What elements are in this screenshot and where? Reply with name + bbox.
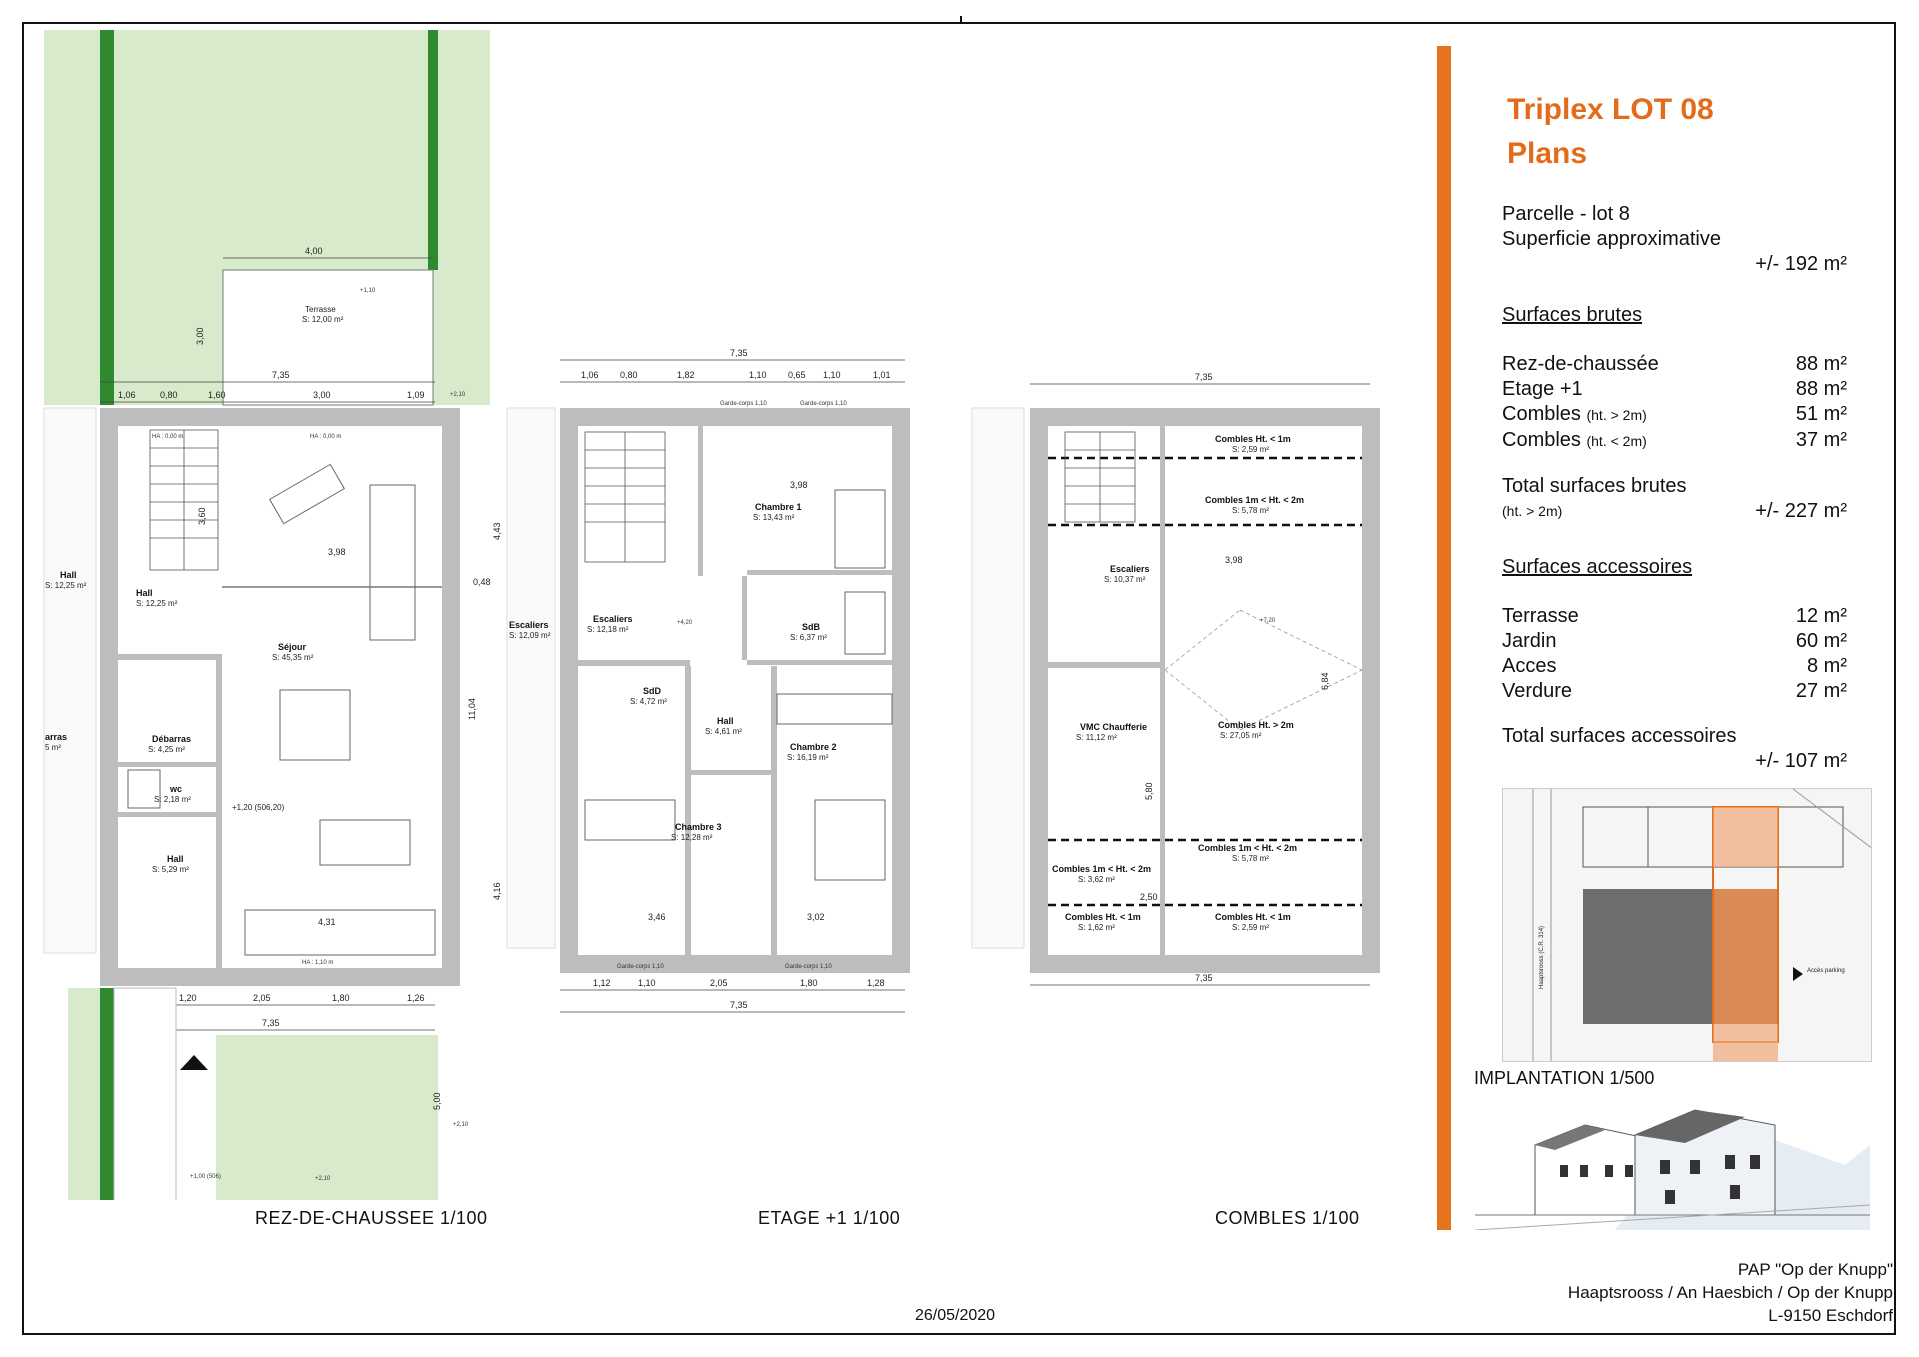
implantation-drawing <box>1503 789 1872 1062</box>
implant-neighbor-roof <box>1583 889 1713 1024</box>
etage-top-seg-7: 1,01 <box>873 370 891 380</box>
etage-ch2-dim: 3,02 <box>807 912 825 922</box>
combles-room-2: Combles 1m < Ht. < 2m <box>1205 495 1305 505</box>
parcel-line-2: Superficie approximative <box>1502 228 1721 250</box>
etage-bot-seg-2: 1,10 <box>638 978 656 988</box>
brutes-value: 88 m² <box>1795 353 1847 375</box>
combles-room-escaliers-area: S: 10,37 m² <box>1104 575 1146 584</box>
rdc-neighbor-hall-area: S: 12,25 m² <box>45 581 87 590</box>
combles-room-vmc: VMC Chaufferie <box>1080 722 1148 732</box>
etage-room-chambre1-area: S: 13,43 m² <box>753 513 795 522</box>
implant-parking-label: Accès parking <box>1807 968 1845 974</box>
etage-top-seg-1: 1,06 <box>581 370 599 380</box>
combles-room-1-area: S: 2,59 m² <box>1232 445 1269 454</box>
rdc-room-wc: wc <box>170 784 183 794</box>
etage-room-escaliers-area: S: 12,18 m² <box>587 625 629 634</box>
rdc-bot-seg-2: 1,20 <box>179 993 197 1003</box>
etage-room-hall-area: S: 4,61 m² <box>705 727 742 736</box>
etage-top-seg-5: 0,65 <box>788 370 806 380</box>
terrace-width: 4,00 <box>305 246 323 256</box>
parcel-value: +/- 192 m² <box>1755 253 1847 275</box>
combles-room-main: Combles Ht. > 2m <box>1218 720 1294 730</box>
brutes-total-row <box>1502 499 1847 524</box>
acc-value: 12 m² <box>1795 605 1847 627</box>
etage-bot-seg-3: 2,05 <box>710 978 728 988</box>
parcel-info <box>1502 202 1847 277</box>
etage-neighbor-escaliers-area: S: 12,09 m² <box>509 631 551 640</box>
etage-room-sdd: SdD <box>643 686 661 696</box>
acc-total-label: Total surfaces accessoires <box>1502 725 1737 747</box>
combles-room-6: Combles 1m < Ht. < 2m <box>1052 864 1152 874</box>
etage-bot-seg-5: 1,28 <box>867 978 885 988</box>
combles-room-9-area: S: 2,59 m² <box>1232 923 1269 932</box>
accent-bar <box>1437 46 1451 1230</box>
etage-bot-seg-4: 1,80 <box>800 978 818 988</box>
etage-ch3-dim: 3,46 <box>648 912 666 922</box>
brutes-label: Etage +1 <box>1502 378 1583 400</box>
combles-drawing <box>970 370 1390 995</box>
rdc-level-g2: +2,10 <box>453 1122 469 1128</box>
sheet-title <box>1507 88 1714 176</box>
rdc-drawing <box>40 30 510 1200</box>
rdc-neighbor-hall: Hall <box>60 570 77 580</box>
rdc-garden-depth: 5,00 <box>432 1092 442 1110</box>
acc-value: 60 m² <box>1795 630 1847 652</box>
combles-neighbor-ghost <box>972 408 1024 948</box>
etage-room-escaliers: Escaliers <box>593 614 633 624</box>
combles-room-6-area: S: 3,62 m² <box>1078 875 1115 884</box>
brutes-value: 88 m² <box>1795 378 1847 400</box>
plan-rez-de-chaussee <box>40 30 510 1200</box>
combles-inner-dim: 3,98 <box>1225 555 1243 565</box>
rdc-hedge-left-top <box>100 30 114 405</box>
implant-lot-roof <box>1713 889 1778 1024</box>
rdc-top-seg-2: 0,80 <box>160 390 178 400</box>
rdc-room-debarras: Débarras <box>152 734 192 744</box>
combles-d1: 5,80 <box>1144 782 1154 800</box>
building-render <box>1475 1105 1870 1230</box>
rdc-bot-seg-4: 1,80 <box>332 993 350 1003</box>
rdc-level-g1: +2,10 <box>450 392 466 398</box>
brutes-row <box>1502 352 1847 377</box>
combles-d2: 6,84 <box>1320 672 1330 690</box>
etage-room-chambre3-area: S: 12,28 m² <box>671 833 713 842</box>
combles-room-7: Combles 1m < Ht. < 2m <box>1198 843 1298 853</box>
title-line-2: Plans <box>1507 137 1588 170</box>
rdc-room-sejour: Séjour <box>278 642 307 652</box>
project-footer <box>1568 1258 1893 1327</box>
etage-inner-dim: 3,98 <box>790 480 808 490</box>
rdc-neighbor-ghost <box>44 408 96 953</box>
acc-row <box>1502 679 1847 704</box>
brutes-value: 51 m² <box>1795 403 1847 425</box>
etage-drawing <box>505 330 945 1030</box>
caption-rdc: REZ-DE-CHAUSSEE 1/100 <box>255 1208 488 1228</box>
footer-line-3: L-9150 Eschdorf <box>1768 1306 1893 1325</box>
combles-level: +7,20 <box>1260 618 1276 624</box>
etage-garde-corps-3: Garde-corps 1,10 <box>617 964 664 970</box>
etage-neighbor-escaliers: Escaliers <box>509 620 549 630</box>
rdc-room-hall: Hall <box>136 588 153 598</box>
acc-row <box>1502 604 1847 629</box>
rdc-room-debarras-area: S: 4,25 m² <box>148 745 185 754</box>
combles-room-vmc-area: S: 11,12 m² <box>1076 733 1117 742</box>
brutes-value: 37 m² <box>1795 429 1847 451</box>
brutes-note: (ht. > 2m) <box>1586 407 1647 423</box>
footer-line-1: PAP "Op der Knupp" <box>1737 1260 1893 1279</box>
entrance-arrow-icon <box>180 1055 208 1070</box>
etage-garde-corps-4: Garde-corps 1,10 <box>785 964 832 970</box>
combles-room-7-area: S: 5,78 m² <box>1232 854 1269 863</box>
combles-room-9: Combles Ht. < 1m <box>1215 912 1291 922</box>
rdc-inner-dim: 3,98 <box>328 547 346 557</box>
rdc-bot-seg-3: 2,05 <box>253 993 271 1003</box>
acc-row <box>1502 629 1847 654</box>
rdc-top-seg-5: 1,09 <box>407 390 425 400</box>
etage-width-bottom: 7,35 <box>730 1000 748 1010</box>
etage-room-sdd-area: S: 4,72 m² <box>630 697 667 706</box>
rdc-hedge-front <box>100 988 114 1200</box>
brutes-label: Combles <box>1502 429 1581 451</box>
title-line-1: Triplex LOT 08 <box>1507 93 1714 126</box>
rdc-garden-level: +1,00 (506) <box>190 1174 221 1180</box>
surfaces-accessoires <box>1502 554 1847 774</box>
acc-value: 8 m² <box>1807 655 1847 677</box>
acc-label: Jardin <box>1502 630 1557 652</box>
rdc-bot-seg-5: 1,26 <box>407 993 425 1003</box>
acc-total-value: +/- 107 m² <box>1755 750 1847 772</box>
rdc-room-hall2: Hall <box>167 854 184 864</box>
terrace-depth: 3,00 <box>195 327 205 345</box>
rdc-depth-dim: 11,04 <box>467 698 477 720</box>
surfaces-brutes-heading: Surfaces brutes <box>1502 304 1643 326</box>
acc-label: Verdure <box>1502 680 1573 702</box>
etage-room-chambre1: Chambre 1 <box>755 502 802 512</box>
rdc-top-seg-3: 1,60 <box>208 390 226 400</box>
rdc-room-hall-area: S: 12,25 m² <box>136 599 178 608</box>
etage-room-chambre3: Chambre 3 <box>675 822 722 832</box>
etage-garde-corps-1: Garde-corps 1,10 <box>720 401 767 407</box>
footer-line-2: Haaptsrooss / An Haesbich / Op der Knupp <box>1567 1283 1893 1302</box>
brutes-total-label: Total surfaces brutes <box>1502 475 1687 497</box>
rdc-room-wc-area: S: 2,18 m² <box>154 795 191 804</box>
rdc-hedge-right-top <box>428 30 438 270</box>
acc-label: Terrasse <box>1502 605 1579 627</box>
sheet-date: 26/05/2020 <box>915 1307 996 1324</box>
caption-etage: ETAGE +1 1/100 <box>758 1208 901 1228</box>
rdc-wall-dim: 0,48 <box>473 577 491 587</box>
parcel-line-1: Parcelle - lot 8 <box>1502 203 1630 225</box>
plan-etage <box>505 330 945 1030</box>
caption-combles: COMBLES 1/100 <box>1215 1208 1360 1228</box>
rdc-access-path <box>114 988 176 1200</box>
combles-room-escaliers: Escaliers <box>1110 564 1150 574</box>
brutes-total-value: +/- 227 m² <box>1755 500 1847 522</box>
brutes-total-note: (ht. > 2m) <box>1502 503 1563 519</box>
acc-row <box>1502 654 1847 679</box>
brutes-row <box>1502 428 1847 454</box>
rdc-terrace <box>223 270 433 405</box>
combles-room-1: Combles Ht. < 1m <box>1215 434 1291 444</box>
rdc-top-seg-1: 1,06 <box>118 390 136 400</box>
brutes-label: Combles <box>1502 403 1581 425</box>
brutes-note: (ht. < 2m) <box>1586 433 1647 449</box>
terrace-area: S: 12,00 m² <box>302 315 344 324</box>
combles-room-8-area: S: 1,62 m² <box>1078 923 1115 932</box>
surfaces-accessoires-heading: Surfaces accessoires <box>1502 556 1693 578</box>
acc-value: 27 m² <box>1795 680 1847 702</box>
etage-width-top: 7,35 <box>730 348 748 358</box>
rdc-width-top: 7,35 <box>272 370 290 380</box>
etage-neighbor-ghost <box>507 408 555 948</box>
etage-room-sdb: SdB <box>802 622 820 632</box>
implantation-label: IMPLANTATION 1/500 <box>1474 1068 1655 1088</box>
etage-room-sdb-area: S: 6,37 m² <box>790 633 827 642</box>
render-drawing <box>1475 1105 1870 1230</box>
plan-combles <box>970 370 1390 995</box>
surfaces-brutes <box>1502 302 1847 524</box>
rdc-bottom-inner-dim: 4,31 <box>318 917 336 927</box>
rdc-floor-level: +1,20 (506,20) <box>232 803 285 812</box>
combles-room-8: Combles Ht. < 1m <box>1065 912 1141 922</box>
rdc-neighbor-debarras-area: 5 m² <box>45 743 61 752</box>
implant-street-label: Haaptsrooss (C.R. 314) <box>1539 925 1545 989</box>
rdc-right-dim-1: 4,43 <box>492 522 502 540</box>
etage-top-seg-6: 1,10 <box>823 370 841 380</box>
rdc-right-dim-2: 4,16 <box>492 882 502 900</box>
combles-width-top: 7,35 <box>1195 372 1213 382</box>
terrace-name: Terrasse <box>305 305 336 314</box>
combles-room-main-area: S: 27,05 m² <box>1220 731 1262 740</box>
rdc-opening-1: HA : 0,00 m <box>152 434 184 440</box>
rdc-stair-dim: 3,60 <box>197 507 207 525</box>
brutes-row <box>1502 377 1847 402</box>
combles-width-bottom: 7,35 <box>1195 973 1213 983</box>
implantation-plan <box>1502 788 1872 1062</box>
combles-d3: 2,50 <box>1140 892 1158 902</box>
rdc-room-hall2-area: S: 5,29 m² <box>152 865 189 874</box>
rdc-room-sejour-area: S: 45,35 m² <box>272 653 314 662</box>
etage-room-chambre2-area: S: 16,19 m² <box>787 753 829 762</box>
combles-room-2-area: S: 5,78 m² <box>1232 506 1269 515</box>
etage-top-seg-3: 1,82 <box>677 370 695 380</box>
etage-top-seg-4: 1,10 <box>749 370 767 380</box>
etage-top-seg-2: 0,80 <box>620 370 638 380</box>
rdc-top-seg-4: 3,00 <box>313 390 331 400</box>
rdc-level-g3: +2,10 <box>315 1176 331 1182</box>
rdc-opening-3: HA : 1,10 m <box>302 960 334 966</box>
etage-room-hall: Hall <box>717 716 734 726</box>
etage-bot-seg-1: 1,12 <box>593 978 611 988</box>
etage-garde-corps-2: Garde-corps 1,10 <box>800 401 847 407</box>
terrace-level: +1,10 <box>360 288 376 294</box>
etage-room-chambre2: Chambre 2 <box>790 742 837 752</box>
rdc-opening-2: HA : 0,00 m <box>310 434 342 440</box>
rdc-width-bottom: 7,35 <box>262 1018 280 1028</box>
frame-center-tick <box>960 16 962 24</box>
brutes-label: Rez-de-chaussée <box>1502 353 1659 375</box>
etage-level: +4,20 <box>677 620 693 626</box>
brutes-row <box>1502 402 1847 428</box>
rdc-neighbor-debarras: arras <box>45 732 68 742</box>
acc-label: Acces <box>1502 655 1557 677</box>
